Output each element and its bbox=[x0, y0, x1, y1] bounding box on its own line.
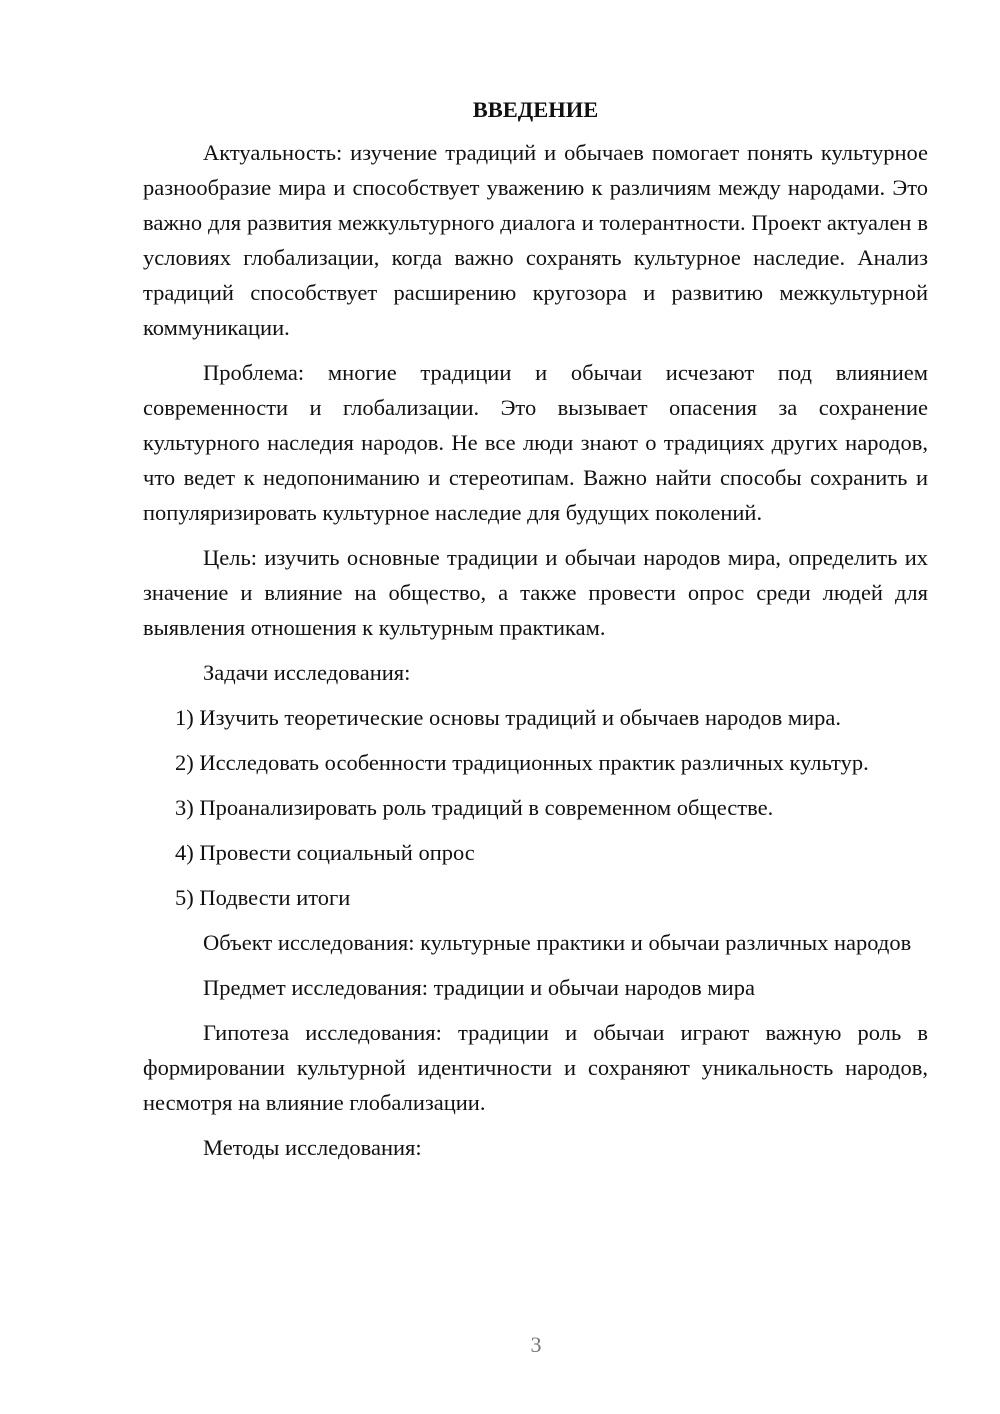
relevance-paragraph: Актуальность: изучение традиций и обычаев помогает понять культурное разнообразие мира и способствует уважению к различиям между народами. Это важно для развития межкультурного диалога и толерантности. Проект актуален в условиях глобализации, когда важно сохранять культурное наследие. Анализ традиций способствует расширению кругозора и развитию межкультурной коммуникации. bbox=[143, 140, 928, 340]
section-heading: ВВЕДЕНИЕ bbox=[472, 97, 599, 122]
problem-paragraph: Проблема: многие традиции и обычаи исчезают под влиянием современности и глобализации. Это вызывает опасения за сохранение культурного наследия народов. Не все люди знают о традициях других народов, что ведет к недопониманию и стереотипам. Важно найти способы сохранить и популяризировать культурное наследие для будущих поколений. bbox=[143, 360, 928, 525]
task-item-3: 3) Проанализировать роль традиций в современном обществе. bbox=[175, 795, 774, 820]
hypothesis-paragraph: Гипотеза исследования: традиции и обычаи играют важную роль в формировании культурной идентичности и сохраняют уникальность народов, несмотря на влияние глобализации. bbox=[143, 1020, 928, 1115]
object-paragraph: Объект исследования: культурные практики и обычаи различных народов bbox=[203, 930, 912, 955]
methods-paragraph: Методы исследования: bbox=[203, 1135, 422, 1160]
page-number: 3 bbox=[530, 1332, 542, 1357]
task-item-4: 4) Провести социальный опрос bbox=[175, 840, 475, 865]
subject-paragraph: Предмет исследования: традиции и обычаи народов мира bbox=[203, 975, 755, 1000]
document-body bbox=[143, 92, 928, 1175]
task-item-5: 5) Подвести итоги bbox=[175, 885, 351, 910]
tasks-heading: Задачи исследования: bbox=[203, 660, 411, 685]
goal-paragraph: Цель: изучить основные традиции и обычаи народов мира, определить их значение и влияние на общество, а также провести опрос среди людей для выявления отношения к культурным практикам. bbox=[143, 545, 928, 640]
task-item-2: 2) Исследовать особенности традиционных практик различных культур. bbox=[175, 750, 869, 775]
task-item-1: 1) Изучить теоретические основы традиций и обычаев народов мира. bbox=[175, 705, 841, 730]
